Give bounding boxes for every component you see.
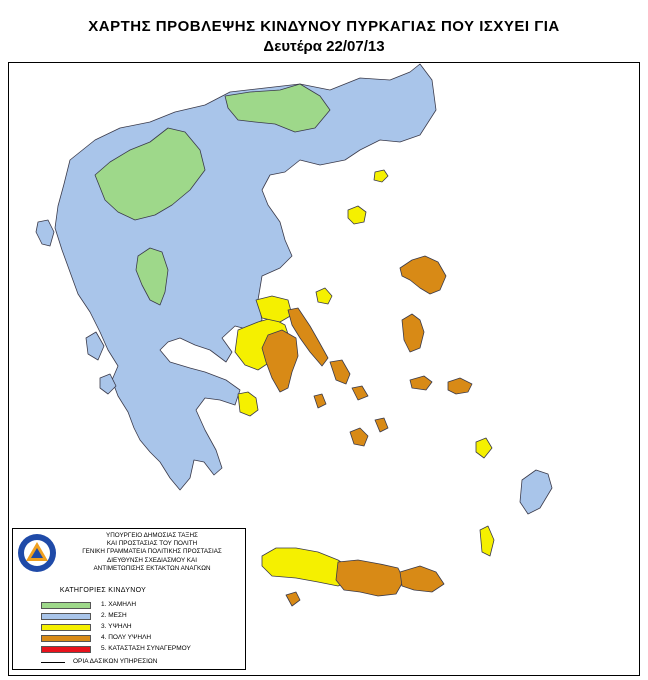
karpathos-high-island xyxy=(480,526,494,556)
rhodes-medium-island xyxy=(520,470,552,514)
map-date: Δευτέρα 22/07/13 xyxy=(263,38,385,55)
agency-line: ΓΕΝΙΚΗ ΓΡΑΜΜΑΤΕΙΑ ΠΟΛΙΤΙΚΗΣ ΠΡΟΣΤΑΣΙΑΣ xyxy=(82,548,222,556)
thasos-high-island xyxy=(348,206,366,224)
lesvos-very-high-island xyxy=(400,256,446,294)
samos-very-high-island xyxy=(448,378,472,394)
kythira-very-high-island xyxy=(286,592,300,606)
kefalonia-medium-island xyxy=(86,332,104,360)
legend-category-very-high xyxy=(41,635,241,643)
map-title: ΧΑΡΤΗΣ ΠΡΟΒΛΕΨΗΣ ΚΙΝΔΥΝΟΥ ΠΥΡΚΑΓΙΑΣ ΠΟΥ ΙΣΧΥΕΙ ΓΙΑ xyxy=(88,18,560,35)
legend-swatch xyxy=(41,602,91,609)
agency-line: ΥΠΟΥΡΓΕΙΟ ΔΗΜΟΣΙΑΣ ΤΑΞΗΣ xyxy=(106,532,198,539)
chios-very-high-island xyxy=(402,314,424,352)
crete-central-very-high-region xyxy=(336,560,404,596)
naxos-very-high-island xyxy=(350,428,368,446)
crete-east-very-high-region xyxy=(400,566,444,592)
legend-swatch xyxy=(41,646,91,653)
agency-line: ΑΝΤΙΜΕΤΩΠΙΣΗΣ ΕΚΤΑΚΤΩΝ ΑΝΑΓΚΩΝ xyxy=(93,564,211,572)
salamina-high-island xyxy=(238,392,258,416)
corfu-medium-island xyxy=(36,220,54,246)
ikaria-very-high-island xyxy=(410,376,432,390)
dodecanese-high-island xyxy=(476,438,492,458)
samothrace-high-island xyxy=(374,170,388,182)
legend-category-low xyxy=(41,602,241,610)
legend-category-medium xyxy=(41,613,241,621)
legend-swatch xyxy=(41,635,91,642)
skyros-high-island xyxy=(316,288,332,304)
agency-text xyxy=(59,532,245,573)
legend-category-alarm xyxy=(41,646,241,654)
legend-label: 4. ΠΟΛΥ ΥΨΗΛΗ xyxy=(101,634,152,641)
legend-label: 2. ΜΕΣΗ xyxy=(101,612,127,619)
forest-boundary-label: ΟΡΙΑ ΔΑΣΙΚΩΝ ΥΠΗΡΕΣΙΩΝ xyxy=(73,658,158,665)
paros-very-high-island xyxy=(375,418,388,432)
legend-swatch xyxy=(41,613,91,620)
agency-line: ΔΙΕΥΘΥΝΣΗ ΣΧΕΔΙΑΣΜΟΥ ΚΑΙ xyxy=(107,556,197,564)
map-legend xyxy=(12,528,246,670)
legend-category-high xyxy=(41,624,241,632)
legend-categories-title: ΚΑΤΗΓΟΡΙΕΣ ΚΙΝΔΥΝΟΥ xyxy=(59,587,147,594)
andros-very-high-island xyxy=(330,360,350,384)
legend-swatch xyxy=(41,624,91,631)
cyclades-very-high-island xyxy=(314,394,326,408)
agency-line: ΚΑΙ ΠΡΟΣΤΑΣΙΑΣ ΤΟΥ ΠΟΛΙΤΗ xyxy=(106,540,198,548)
legend-label: 5. ΚΑΤΑΣΤΑΣΗ ΣΥΝΑΓΕΡΜΟΥ xyxy=(101,645,191,652)
forest-boundary-line-sample xyxy=(41,662,65,663)
legend-label: 3. ΥΨΗΛΗ xyxy=(101,623,132,630)
tinos-very-high-island xyxy=(352,386,368,400)
attica-very-high-region xyxy=(262,330,298,392)
legend-label: 1. ΧΑΜΗΛΗ xyxy=(101,601,137,608)
civil-protection-logo xyxy=(17,533,57,573)
